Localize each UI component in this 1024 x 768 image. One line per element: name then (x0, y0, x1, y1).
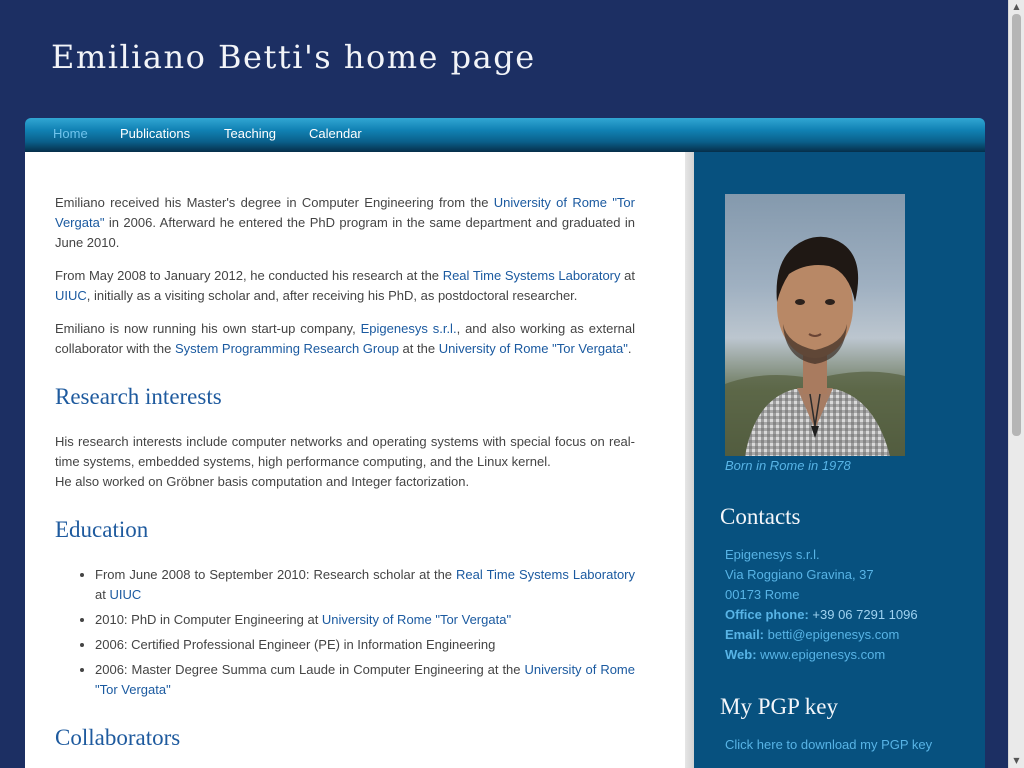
bio-text: , and also working as external collaborator with the (55, 321, 635, 356)
web-label: Web: (725, 647, 757, 662)
pgp-download-link[interactable]: Click here to download my PGP key (725, 737, 933, 752)
research-text: His research interests include computer networks and operating systems with special focus on real-time systems, embedded systems, high performance computing, and the Linux kernel. (55, 434, 635, 469)
link-tor-vergata[interactable]: University of Rome "Tor Vergata" (55, 195, 635, 230)
education-text: 2006: Master Degree Summa cum Laude in Computer Engineering at the (95, 662, 525, 677)
list-item (95, 635, 635, 655)
bio-text: at (620, 268, 635, 283)
list-item (95, 565, 635, 605)
link-rts-lab[interactable]: Real Time Systems Laboratory (456, 567, 635, 582)
research-heading: Research interests (55, 384, 222, 409)
research-text: He also worked on Gröbner basis computation and Integer factorization. (55, 474, 470, 489)
list-item (95, 610, 635, 630)
email-link[interactable]: betti@epigenesys.com (767, 627, 900, 642)
bio-text: in 2006. Afterward he entered the PhD program in the same department and graduated in June 2010. (55, 215, 635, 250)
list-item (95, 660, 635, 700)
bio-paragraph-2 (55, 266, 635, 306)
bio-text: From May 2008 to January 2012, he conducted his research at the (55, 268, 443, 283)
pgp-row (725, 737, 932, 752)
scroll-thumb[interactable] (1012, 14, 1021, 436)
photo-caption: Born in Rome in 1978 (725, 458, 851, 473)
pgp-heading: My PGP key (720, 694, 838, 719)
collaborators-heading: Collaborators (55, 725, 181, 750)
page-margin (985, 118, 1008, 768)
portrait-image (725, 194, 905, 456)
contact-web-row (725, 647, 885, 662)
education-list (55, 565, 635, 700)
link-sprg[interactable]: System Programming Research Group (174, 341, 399, 356)
bio-text: Emiliano is now running his own start-up company, (55, 321, 361, 336)
bio-paragraph-3 (55, 319, 635, 359)
contact-city: 00173 Rome (725, 587, 800, 602)
profile-photo (725, 194, 905, 456)
education-text: 2010: PhD in Computer Engineering at (95, 612, 322, 627)
link-tor-vergata[interactable]: University of Rome "Tor Vergata" (95, 662, 635, 697)
contact-phone-row (725, 607, 918, 622)
site-title: Emiliano Betti's home page (51, 38, 536, 76)
nav-calendar[interactable]: Calendar (309, 126, 362, 141)
education-text: at (95, 587, 110, 602)
scroll-up-icon[interactable]: ▲ (1013, 2, 1020, 11)
education-text: 2006: Certified Professional Engineer (PE) in Information Engineering (95, 637, 496, 652)
link-uiuc[interactable]: UIUC (55, 288, 87, 303)
contact-email-row (725, 627, 899, 642)
contacts-heading: Contacts (720, 504, 801, 529)
link-uiuc[interactable]: UIUC (109, 587, 142, 602)
scroll-down-icon[interactable]: ▼ (1013, 756, 1020, 765)
bio-paragraph-1 (55, 193, 635, 253)
main-content (25, 152, 685, 768)
nav-home[interactable]: Home (53, 126, 88, 141)
bio-text: . (627, 341, 632, 356)
bio-text: Emiliano received his Master's degree in Computer Engineering from the (55, 195, 494, 210)
column-divider (685, 152, 694, 768)
contact-company: Epigenesys s.r.l. (725, 547, 820, 562)
research-paragraph (55, 432, 635, 492)
main-navigation (25, 118, 985, 152)
email-label: Email: (725, 627, 765, 642)
sidebar (694, 152, 985, 768)
link-tor-vergata[interactable]: University of Rome "Tor Vergata" (321, 612, 512, 627)
nav-publications[interactable]: Publications (120, 126, 191, 141)
phone-label: Office phone: (725, 607, 809, 622)
education-heading: Education (55, 517, 149, 542)
bio-text: , initially as a visiting scholar and, after receiving his PhD, as postdoctoral researcher. (86, 288, 578, 303)
link-epigenesys[interactable]: Epigenesys s.r.l. (360, 321, 457, 336)
phone-number: +39 06 7291 1096 (812, 607, 918, 622)
education-text: From June 2008 to September 2010: Research scholar at the (95, 567, 457, 582)
vertical-scrollbar[interactable] (1008, 0, 1024, 768)
web-link[interactable]: www.epigenesys.com (760, 647, 886, 662)
link-rts-lab[interactable]: Real Time Systems Laboratory (442, 268, 621, 283)
link-tor-vergata[interactable]: University of Rome "Tor Vergata" (438, 341, 628, 356)
nav-teaching[interactable]: Teaching (224, 126, 277, 141)
contact-street: Via Roggiano Gravina, 37 (725, 567, 874, 582)
bio-text: at the (398, 341, 439, 356)
